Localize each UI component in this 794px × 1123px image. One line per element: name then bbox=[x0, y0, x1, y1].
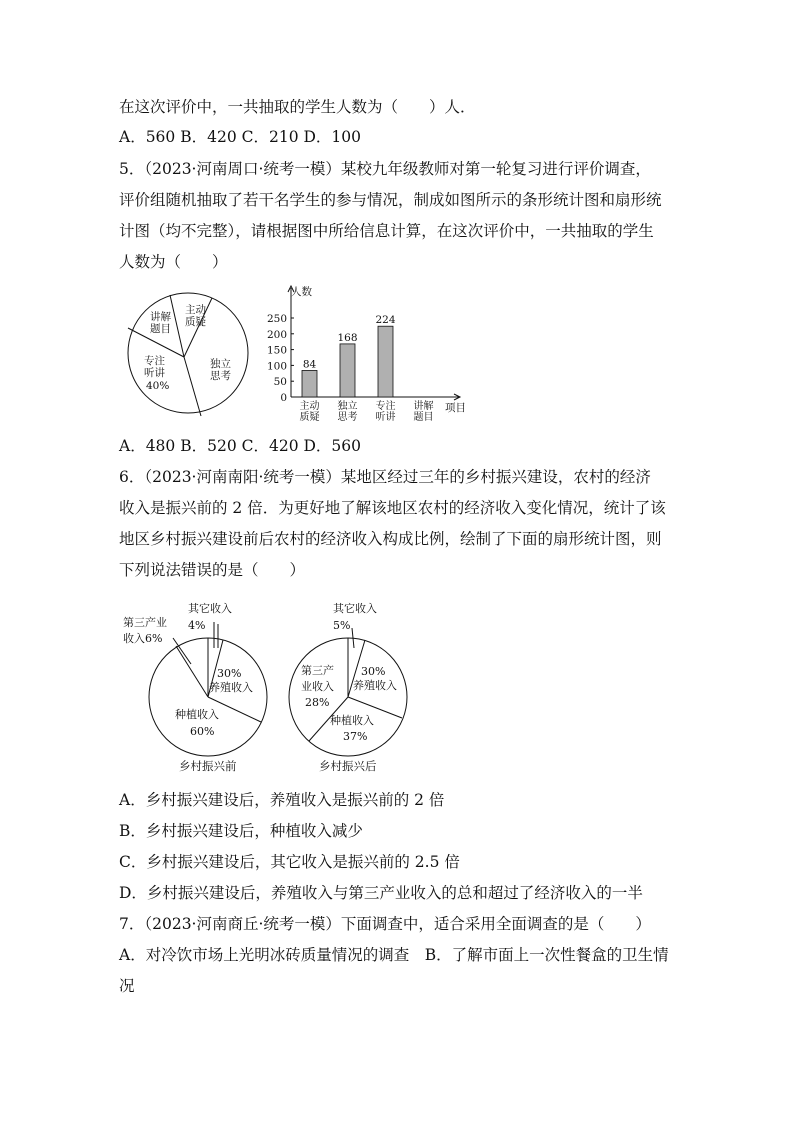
bar-categories bbox=[300, 399, 434, 423]
q5-bar-chart bbox=[255, 280, 475, 430]
q7-option-ab: A．对冷饮市场上光明冰砖质量情况的调查 B．了解市面上一次性餐盒的卫生情 bbox=[119, 946, 669, 964]
q4-tail: 在这次评价中，一共抽取的学生人数为（ ）人． bbox=[119, 98, 476, 116]
y-tick-label: 50 bbox=[273, 376, 287, 389]
before-other-pct: 4% bbox=[188, 619, 206, 632]
bar-data-label: 168 bbox=[337, 331, 358, 344]
bar-x-axis-label: 项目 bbox=[445, 402, 466, 414]
after-other-label: 其它收入 bbox=[333, 602, 377, 615]
y-tick-label: 250 bbox=[266, 313, 287, 325]
bar-category-label: 专注 bbox=[375, 401, 396, 412]
q5-pie-chart bbox=[112, 290, 262, 430]
q7-stem: 7．（2023·河南商丘·统考一模）下面调查中，适合采用全面调查的是（ ） bbox=[119, 915, 651, 933]
bar-category-label: 听讲 bbox=[375, 412, 396, 423]
before-tertiary-label-1: 第三产业 bbox=[123, 616, 167, 629]
pie-label-zhuanzhu-2: 听讲 bbox=[144, 367, 165, 379]
y-tick-label: 200 bbox=[266, 328, 287, 341]
q5-stem-line-1: 5．（2023·河南周口·统考一模）某校九年级教师对第一轮复习进行评价调查， bbox=[119, 160, 651, 178]
before-caption: 乡村振兴前 bbox=[179, 759, 237, 773]
q6-option-d: D．乡村振兴建设后，养殖收入与第三产业收入的总和超过了经济收入的一半 bbox=[119, 884, 643, 902]
q6-option-b: B．乡村振兴建设后，种植收入减少 bbox=[119, 822, 363, 840]
q6-stem-line-3: 地区乡村振兴建设前后农村的经济收入构成比例，绘制了下面的扇形统计图，则 bbox=[119, 530, 662, 548]
before-tertiary-label-2: 收入6% bbox=[123, 632, 163, 645]
bar-category-label: 思考 bbox=[337, 412, 358, 423]
q7-option-ab-wrap: 况 bbox=[119, 977, 135, 995]
before-breeding-pct: 30% bbox=[217, 667, 242, 680]
q4-options: A．560 B．420 C．210 D．100 bbox=[119, 128, 361, 146]
bar-category-label: 讲解 bbox=[413, 401, 434, 412]
bar-category-label: 独立 bbox=[337, 401, 358, 412]
bar-series bbox=[302, 314, 396, 397]
y-tick-label: 0 bbox=[280, 392, 287, 404]
before-planting-pct: 60% bbox=[190, 725, 215, 738]
after-planting-label: 种植收入 bbox=[330, 714, 374, 727]
bar-data-label: 84 bbox=[302, 358, 317, 371]
q6-stem-line-2: 收入是振兴前的 2 倍．为更好地了解该地区农村的经济收入变化情况，统计了该 bbox=[119, 499, 666, 517]
pie-label-duli-2: 思考 bbox=[210, 370, 231, 382]
before-planting-label: 种植收入 bbox=[175, 708, 219, 721]
q6-option-c: C．乡村振兴建设后，其它收入是振兴前的 2.5 倍 bbox=[119, 853, 460, 871]
q5-options: A．480 B．520 C．420 D．560 bbox=[119, 437, 361, 455]
q6-pie-before bbox=[115, 598, 295, 778]
pie-label-zhudong-2: 质疑 bbox=[185, 316, 206, 328]
q6-option-a: A．乡村振兴建设后，养殖收入是振兴前的 2 倍 bbox=[119, 791, 445, 809]
bar-category-label: 质疑 bbox=[299, 412, 320, 423]
bar bbox=[302, 370, 317, 397]
bar bbox=[340, 344, 355, 397]
y-tick-label: 100 bbox=[266, 360, 287, 373]
bar-data-label: 224 bbox=[375, 314, 396, 327]
y-tick-label: 150 bbox=[266, 344, 287, 357]
after-planting-pct: 37% bbox=[343, 730, 368, 743]
bar bbox=[378, 326, 393, 397]
q5-stem-line-2: 评价组随机抽取了若干名学生的参与情况，制成如图所示的条形统计图和扇形统 bbox=[119, 191, 662, 209]
q6-pie-after bbox=[285, 598, 425, 778]
q5-stem-line-4: 人数为（ ） bbox=[119, 253, 228, 271]
before-other-label: 其它收入 bbox=[188, 602, 232, 615]
bar-y-ticks bbox=[267, 313, 294, 404]
after-breeding-pct: 30% bbox=[361, 665, 386, 678]
after-breeding-label: 养殖收入 bbox=[353, 679, 397, 692]
after-tertiary-label-1: 第三产 bbox=[301, 664, 334, 677]
pie-label-jiangjie-1: 讲解 bbox=[150, 311, 171, 323]
pie-label-zhuanzhu-1: 专注 bbox=[144, 355, 165, 367]
bar-category-label: 题目 bbox=[413, 412, 434, 423]
pie-label-zhuanzhu-pct: 40% bbox=[146, 380, 170, 392]
after-tertiary-label-2: 业收入 bbox=[301, 680, 334, 693]
pie-label-jiangjie-2: 题目 bbox=[150, 323, 171, 335]
before-breeding-label: 养殖收入 bbox=[209, 681, 253, 694]
q6-stem-line-4: 下列说法错误的是（ ） bbox=[119, 561, 306, 579]
pie-label-zhudong-1: 主动 bbox=[185, 304, 206, 316]
bar-category-label: 主动 bbox=[299, 401, 320, 412]
after-caption: 乡村振兴后 bbox=[319, 759, 377, 773]
pie-label-duli-1: 独立 bbox=[210, 358, 231, 370]
bar-y-axis-label: 人数 bbox=[291, 286, 312, 298]
after-other-pct: 5% bbox=[333, 619, 351, 632]
q6-stem-line-1: 6．（2023·河南南阳·统考一模）某地区经过三年的乡村振兴建设，农村的经济 bbox=[119, 468, 651, 486]
q5-stem-line-3: 计图（均不完整），请根据图中所给信息计算，在这次评价中，一共抽取的学生 bbox=[119, 222, 654, 240]
after-tertiary-pct: 28% bbox=[305, 696, 330, 709]
